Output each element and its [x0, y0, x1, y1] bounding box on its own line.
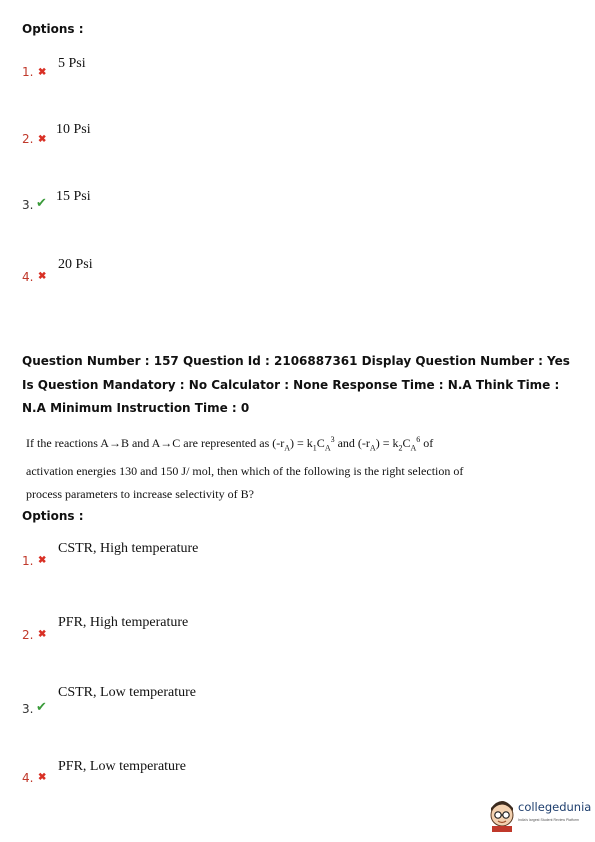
mascot-icon [488, 798, 516, 832]
logo-tagline: India's largest Student Review Platform [518, 818, 579, 822]
option-text: 20 Psi [58, 257, 93, 272]
option-number: 2. [22, 132, 34, 146]
cross-icon: ✖ [38, 555, 47, 566]
option-text: 15 Psi [56, 189, 91, 204]
cross-icon: ✖ [38, 134, 47, 145]
option-text: CSTR, High temperature [58, 541, 199, 556]
check-icon: ✔ [36, 699, 47, 714]
option-number: 2. [22, 628, 34, 642]
logo-name: collegedunia [518, 800, 592, 814]
options-heading: Options : [22, 22, 84, 36]
option-text: 10 Psi [56, 122, 91, 137]
cross-icon: ✖ [38, 67, 47, 78]
option-text: PFR, High temperature [58, 615, 189, 630]
cross-icon: ✖ [38, 629, 47, 640]
option-number: 4. [22, 270, 34, 284]
option-text: 5 Psi [58, 56, 86, 71]
option-text: PFR, Low temperature [58, 759, 186, 774]
option-text: CSTR, Low temperature [58, 685, 197, 700]
cross-icon: ✖ [38, 271, 47, 282]
option-number: 1. [22, 65, 34, 79]
cross-icon: ✖ [38, 772, 47, 783]
option-number: 1. [22, 554, 34, 568]
collegedunia-logo [488, 796, 592, 836]
options-heading: Options : [22, 509, 84, 523]
check-icon: ✔ [36, 195, 47, 210]
option-number: 4. [22, 771, 34, 785]
question-text: If the reactions A→B and A→C are represented as $(-r_A) = k_1C_A^3$ and $(-r_A) = k_2C_A^6$ of activation energies 130 and 150 J/ mol, then which of the following is the right selection of process parameters to increase selectivity of B? [26, 435, 464, 502]
question-metadata: Question Number : 157 Question Id : 2106887361 Display Question Number : Yes Is Question Mandatory : No Calculator : None Response Time : N.A Think Time : N.A Minimum Instruction Time : 0 [22, 354, 570, 415]
option-number: 3. [22, 702, 34, 716]
option-number: 3. [22, 198, 34, 212]
